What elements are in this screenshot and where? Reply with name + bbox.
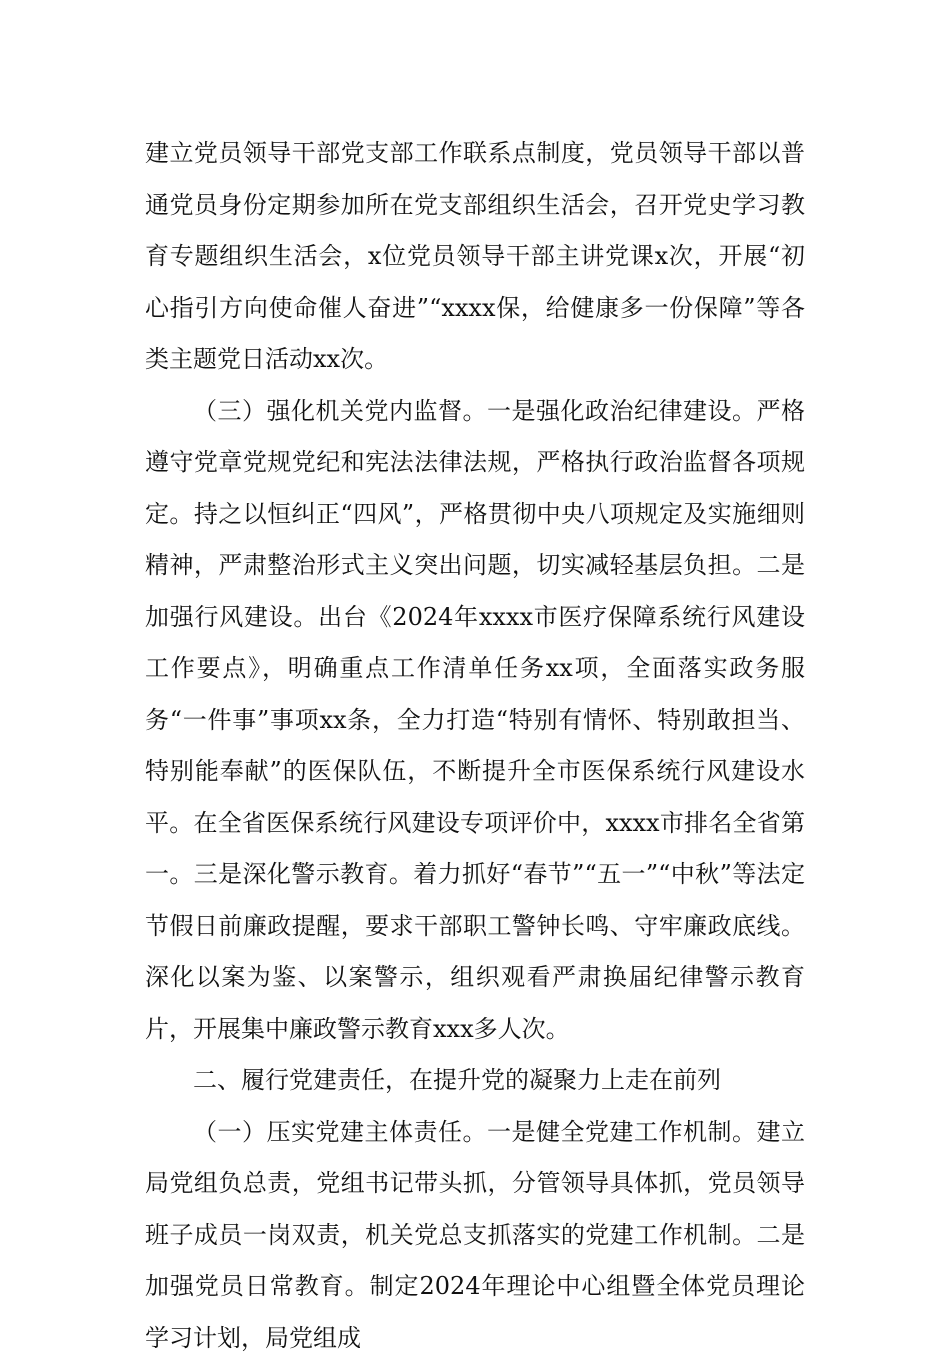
document-body [145, 128, 805, 1364]
body-paragraph: （一）压实党建主体责任。一是健全党建工作机制。建立局党组负总责，党组书记带头抓，分管领导具体抓，党员领导班子成员一岗双责，机关党总支抓落实的党建工作机制。二是加强党员日常教育。制定2024年理论中心组暨全体党员理论学习计划，局党组成 [145, 1107, 805, 1364]
body-paragraph: （三）强化机关党内监督。一是强化政治纪律建设。严格遵守党章党规党纪和宪法法律法规，严格执行政治监督各项规定。持之以恒纠正“四风”，严格贯彻中央八项规定及实施细则精神，严肃整治形式主义突出问题，切实减轻基层负担。二是加强行风建设。出台《2024年xxxx市医疗保障系统行风建设工作要点》，明确重点工作清单任务xx项，全面落实政务服务“一件事”事项xx条，全力打造“特别有情怀、特别敢担当、特别能奉献”的医保队伍，不断提升全市医保系统行风建设水平。在全省医保系统行风建设专项评价中，xxxx市排名全省第一。三是深化警示教育。着力抓好“春节”“五一”“中秋”等法定节假日前廉政提醒，要求干部职工警钟长鸣、守牢廉政底线。深化以案为鉴、以案警示，组织观看严肃换届纪律警示教育片，开展集中廉政警示教育xxx多人次。 [145, 386, 805, 1056]
section-heading: 二、履行党建责任，在提升党的凝聚力上走在前列 [145, 1055, 805, 1107]
body-paragraph: 建立党员领导干部党支部工作联系点制度，党员领导干部以普通党员身份定期参加所在党支部组织生活会，召开党史学习教育专题组织生活会，x位党员领导干部主讲党课x次，开展“初心指引方向使命催人奋进”“xxxx保，给健康多一份保障”等各类主题党日活动xx次。 [145, 128, 805, 386]
